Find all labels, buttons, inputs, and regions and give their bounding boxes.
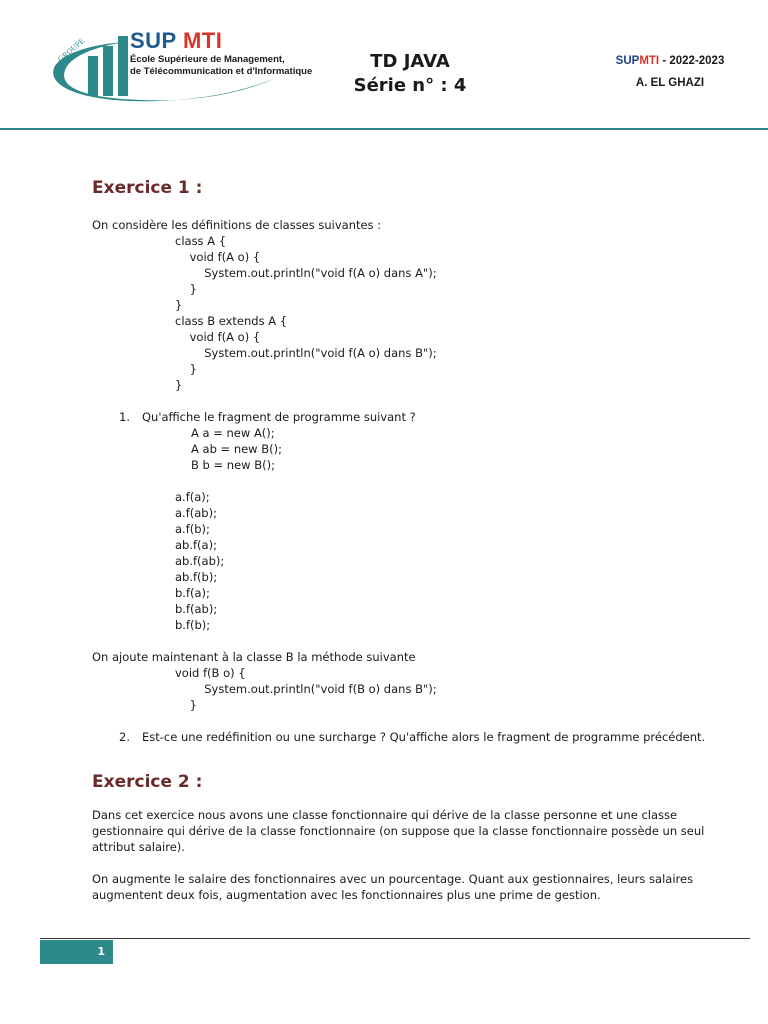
question-1-number: 1. <box>119 410 130 424</box>
code-classes-line: } <box>175 378 183 392</box>
code-classes-line: System.out.println("void f(A o) dans B"); <box>175 346 437 360</box>
code-classes-line: class A { <box>175 234 227 248</box>
logo-text <box>130 30 312 78</box>
school-year <box>600 50 740 72</box>
document-body <box>92 175 722 903</box>
exercise-1-addition: On ajoute maintenant à la classe B la méthode suivante <box>92 650 416 664</box>
code-classes-line: } <box>175 362 197 376</box>
logo-bar-2 <box>103 46 113 96</box>
logo-bar-1 <box>88 56 98 96</box>
logo-brand <box>130 30 312 52</box>
code-classes-line: } <box>175 282 197 296</box>
document-meta <box>600 50 740 94</box>
code-classes <box>92 233 722 393</box>
code-call-line: ab.f(b); <box>175 570 218 584</box>
logo-mti: MTI <box>182 28 223 53</box>
code-call-line: ab.f(ab); <box>175 554 225 568</box>
code-call-line: a.f(b); <box>175 522 210 536</box>
code-call-line: ab.f(a); <box>175 538 217 552</box>
logo-bar-3 <box>118 36 128 96</box>
logo-groupe-text: GROUPE <box>55 36 87 64</box>
meta-sup: SUP <box>615 55 640 67</box>
meta-year: - 2022-2023 <box>659 55 725 67</box>
code-method-line: } <box>175 698 197 712</box>
meta-mti: MTI <box>639 55 660 67</box>
code-method <box>92 665 722 713</box>
logo-sup: SUP <box>130 28 177 53</box>
code-call-line: a.f(ab); <box>175 506 217 520</box>
exercise-1-intro: On considère les définitions de classes suivantes : <box>92 218 382 232</box>
code-declaration-line: A ab = new B(); <box>191 442 282 456</box>
question-1-text: Qu'affiche le fragment de programme suivant ? <box>142 410 416 424</box>
code-method-line: System.out.println("void f(B o) dans B"); <box>175 682 437 696</box>
code-calls <box>92 489 722 633</box>
exercise-2-paragraph-1: Dans cet exercice nous avons une classe fonctionnaire qui dérive de la classe personne et une classe gestionnaire qui dérive de la classe fonctionnaire (on suppose que la classe fonctionnaire possède un seul attribut salaire). <box>92 808 705 854</box>
code-classes-line: System.out.println("void f(A o) dans A"); <box>175 266 437 280</box>
exercise-2-title: Exercice 2 : <box>92 772 203 792</box>
document-title: TD JAVA <box>370 51 450 72</box>
code-call-line: b.f(ab); <box>175 602 218 616</box>
code-method-line: void f(B o) { <box>175 666 246 680</box>
header-divider <box>0 128 768 130</box>
code-classes-line: } <box>175 298 183 312</box>
code-classes-line: void f(A o) { <box>175 330 261 344</box>
question-2-text: Est-ce une redéfinition ou une surcharge ? Qu'affiche alors le fragment de programme précédent. <box>142 730 706 744</box>
footer-divider <box>40 938 750 939</box>
code-call-line: b.f(b); <box>175 618 211 632</box>
author: A. EL GHAZI <box>635 77 705 89</box>
exercise-2-paragraph-2: On augmente le salaire des fonctionnaires avec un pourcentage. Quant aux gestionnaires, leurs salaires augmentent deux fois, augmentation avec les fonctionnaires plus une prime de gestion. <box>92 872 694 902</box>
document-subtitle: Série n° : 4 <box>353 75 467 96</box>
code-classes-line: void f(A o) { <box>175 250 261 264</box>
question-2-number: 2. <box>119 730 130 744</box>
question-2 <box>92 729 722 745</box>
code-call-line: b.f(a); <box>175 586 210 600</box>
question-1 <box>92 409 722 425</box>
code-declaration-line: A a = new A(); <box>191 426 275 440</box>
exercise-1-title: Exercice 1 : <box>92 178 203 198</box>
code-call-line: a.f(a); <box>175 490 210 504</box>
logo-subtitle-2: de Télécommunication et d'Informatique <box>130 66 313 77</box>
document-title-block <box>340 50 480 98</box>
code-declaration-line: B b = new B(); <box>191 458 275 472</box>
code-classes-line: class B extends A { <box>175 314 288 328</box>
logo-subtitle-1: École Supérieure de Management, <box>130 54 285 65</box>
code-declarations <box>92 425 722 473</box>
page-number: 1 <box>40 940 113 964</box>
